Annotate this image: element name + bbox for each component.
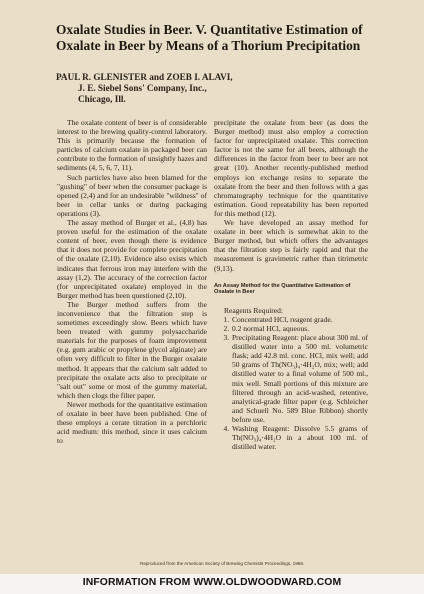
paragraph-2: Such particles have also been blamed for the "gushing" of beer when the consumer package is opened (2,4) and for an undesirable "wildness" of beer in cellar tanks or during packaging operations (3).	[57, 172, 207, 218]
paragraph-3: The assay method of Burger et al., (4,8) has proven useful for the estimation of the oxalate content of beer, even though there is evidence that it does not provide for complete precipitation of the oxalate (2,10). Evidence also exists which indicates that ferrous iron may interfere with the assay (1,2). The accuracy of the correction factor (for unprecipitated oxalate) employed in the Burger method has been questioned (2,10).	[57, 218, 207, 300]
location: Chicago, Ill.	[78, 94, 126, 105]
paragraph-continuation: precipitate the oxalate from beer (as does the Burger method) must also employ a correction factor for unprecipitated oxalate. This correction factor is not the same for all beers, although the differences in the factor from beer to beer are not great (10). Another recently-published method employs ion exchange resins to separate the oxalate from the beer and then follows with a gas chromatography technique for the quantitative estimation. Good repeatability has been reported for this method (12).	[214, 118, 368, 218]
reagent-item: 4. Washing Reagent: Dissolve 5.5 grams of Th(NO₃)₄·4H₂O in a about 100 ml. of distilled water.	[231, 424, 368, 451]
paragraph-5: Newer methods for the quantitative estimation of oxalate in beer have been published. One of these employs a cerate titration in a perchloric acid medium: this method, since it uses calcium to	[57, 399, 207, 446]
affiliation: J. E. Siebel Sons' Company, Inc.,	[78, 83, 207, 94]
section-heading: An Assay Method for the Quantitative Estimation of Oxalate in Beer	[214, 282, 351, 296]
reagents-title: Reagents Required:	[224, 305, 283, 315]
source-banner-text[interactable]: INFORMATION FROM WWW.OLDWOODWARD.COM	[82, 577, 342, 588]
left-column	[57, 118, 207, 445]
paragraph-method-intro: We have developed an assay method for oxalate in beer which is somewhat akin to the Burger method, but which offers the advantages that the filtration step is fairly rapid and that the measurement is gravimetric rather than titrimetric (9,13).	[214, 218, 368, 273]
authors: PAUL R. GLENISTER and ZOEB I. ALAVI,	[56, 72, 233, 82]
reprint-note: Reproduced from the American Society of Brewing Chemists Proceedings, 1969.	[140, 561, 305, 566]
reagents-list	[214, 315, 368, 451]
reagent-item: 1. Concentrated HCl, reagent grade.	[231, 315, 368, 324]
reagent-item: 3. Precipitating Reagent: place about 300 ml. of distilled water into a 500 ml. volumetric flask; add 42.8 ml. conc. HCl, mix well; add 50 grams of Th(NO₃)₄·4H₂O, mix; well; add distilled water to a final volume of 500 ml., mix well. Small portions of this mixture are filtered through an acid-washed, retentive, analytical-grade filter paper (e.g. Schleicher and Schuell No. 589 Blue Ribbon) shortly before use.	[231, 333, 368, 424]
reagent-item: 2. 0.2 normal HCl, aqueous.	[231, 324, 368, 333]
right-column	[214, 118, 368, 451]
paragraph-4: The Burger method suffers from the inconvenience that the filtration step is sometimes exceedingly slow. Beers which have been treated with gummy polysaccharide materials for the purposes of foam improvement (e.g. gum arabic or propylene glycol alginate) are often very difficult to filter in the Burger oxalate method. It appears that the calcium salt added to precipitate the oxalate acts also to precipitate or "salt out" some or most of the gummy material, which then clogs the filter paper.	[57, 299, 207, 400]
article-title: Oxalate Studies in Beer. V. Quantitative Estimation of Oxalate in Beer by Means of a Thorium Precipitation	[56, 22, 363, 53]
author-block	[56, 72, 356, 106]
paragraph-1: The oxalate content of beer is of considerable interest to the brewing quality-control laboratory. This is primarily because the formation of particles of calcium oxalate in packaged beer can contribute to the formation of unsightly hazes and sediments (4, 5, 6, 7, 11).	[57, 118, 207, 173]
